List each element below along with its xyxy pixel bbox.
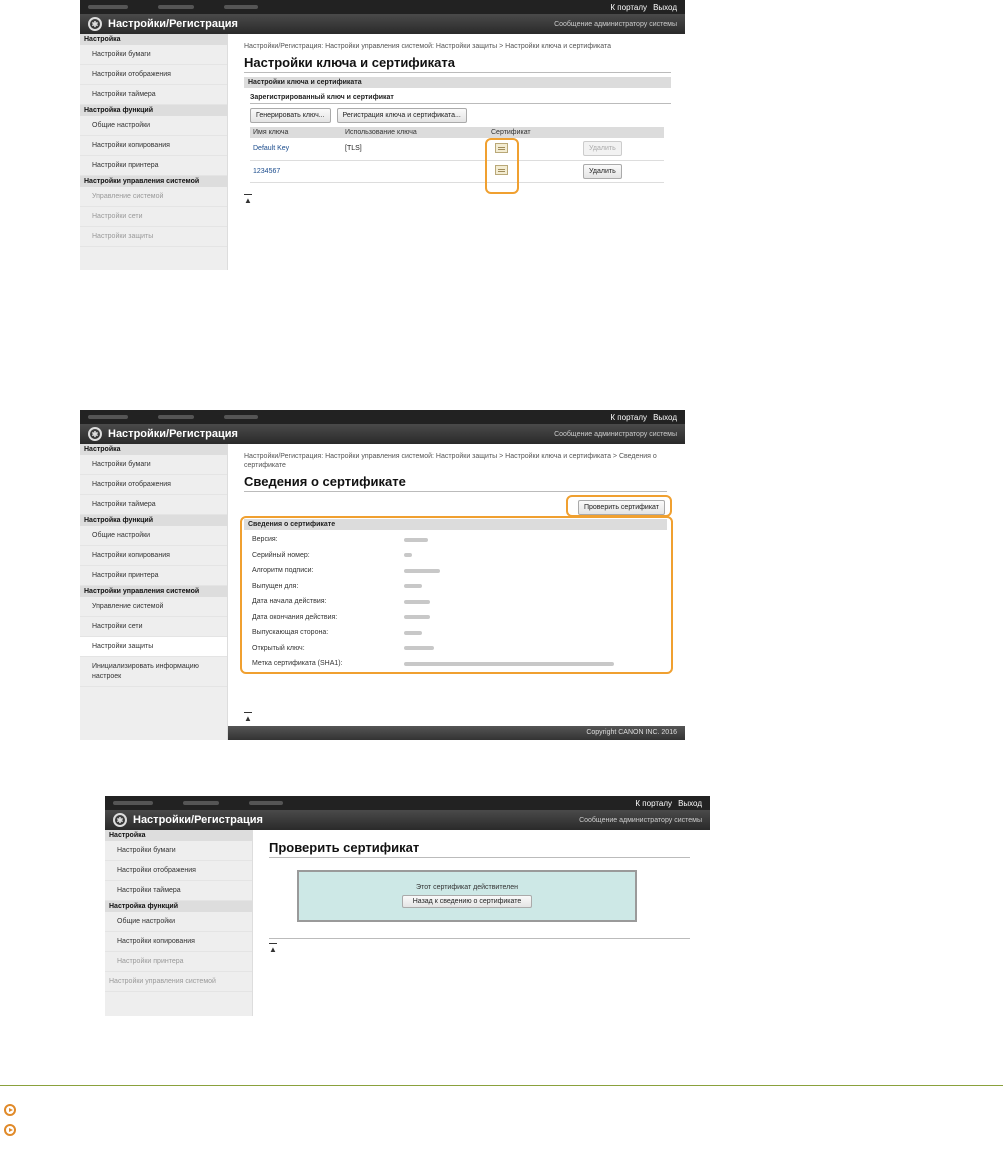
arrow-circle-icon	[4, 1124, 16, 1136]
detail-value-blurred	[404, 615, 430, 619]
device-info-blurred	[88, 5, 258, 9]
app-title: Настройки/Регистрация	[108, 18, 238, 30]
sidebar-item-common[interactable]: Общие настройки	[80, 116, 227, 136]
detail-value-blurred	[404, 631, 422, 635]
sidebar-item-display[interactable]: Настройки отображения	[80, 65, 227, 85]
detail-label: Дата начала действия:	[252, 598, 327, 606]
column-key-usage: Использование ключа	[342, 127, 488, 138]
sidebar-item-common[interactable]: Общие настройки	[80, 526, 227, 546]
sidebar-item-security[interactable]: Настройки защиты	[80, 637, 227, 657]
admin-message-link[interactable]: Сообщение администратору системы	[579, 816, 702, 824]
app-header	[80, 14, 685, 34]
device-info-blurred	[88, 415, 258, 419]
sidebar-section: Настройка функций	[105, 901, 252, 912]
detail-value-blurred	[404, 569, 440, 573]
main-content	[228, 444, 685, 740]
app-header	[80, 424, 685, 444]
logout-link[interactable]: Выход	[653, 412, 677, 422]
related-link-2[interactable]	[4, 1124, 16, 1136]
logout-link[interactable]: Выход	[678, 798, 702, 808]
detail-label: Открытый ключ:	[252, 644, 305, 652]
breadcrumb: Настройки/Регистрация: Настройки управления системой: Настройки защиты > Настройки ключа и сертификата > Сведения о сертификате	[244, 453, 657, 469]
detail-label: Дата окончания действия:	[252, 613, 338, 621]
sidebar-item-display[interactable]: Настройки отображения	[80, 475, 227, 495]
detail-value-blurred	[404, 584, 422, 588]
column-key-name: Имя ключа	[250, 127, 342, 138]
back-to-top-icon[interactable]: ▲	[244, 196, 252, 205]
top-bar	[105, 796, 710, 810]
section-band: Сведения о сертификате	[244, 519, 667, 530]
sidebar-item-copy[interactable]: Настройки копирования	[80, 546, 227, 566]
settings-gear-icon: ✱	[88, 427, 102, 441]
sidebar-section: Настройка	[80, 34, 227, 45]
main-content	[228, 34, 685, 270]
logout-link[interactable]: Выход	[653, 2, 677, 12]
sidebar-item-system[interactable]: Управление системой	[80, 597, 227, 617]
certificate-icon[interactable]	[495, 165, 508, 175]
detail-row	[244, 548, 667, 564]
key-name-link[interactable]: Default Key	[253, 145, 290, 153]
sidebar-item-copy[interactable]: Настройки копирования	[105, 932, 252, 952]
screenshot-verify-certificate	[105, 796, 710, 1016]
sidebar-item-system[interactable]: Управление системой	[80, 187, 227, 207]
sidebar	[80, 444, 228, 740]
detail-row	[244, 610, 667, 626]
sidebar-item-copy[interactable]: Настройки копирования	[80, 136, 227, 156]
back-to-details-button[interactable]: Назад к сведению о сертификате	[402, 895, 533, 908]
detail-label: Выпущен для:	[252, 582, 299, 590]
detail-row	[244, 532, 667, 548]
portal-link[interactable]: К порталу	[635, 798, 673, 808]
verification-message: Этот сертификат действителен	[416, 884, 518, 891]
detail-label: Метка сертификата (SHA1):	[252, 660, 343, 668]
detail-row	[244, 579, 667, 595]
detail-row	[244, 625, 667, 641]
detail-row	[244, 656, 667, 672]
page-title: Проверить сертификат	[269, 840, 690, 858]
certificate-icon[interactable]	[495, 143, 508, 153]
sidebar-section: Настройки управления системой	[80, 586, 227, 597]
detail-label: Версия:	[252, 536, 278, 544]
certificate-details-list	[244, 532, 667, 672]
sidebar-item-timer[interactable]: Настройки таймера	[80, 85, 227, 105]
detail-value-blurred	[404, 553, 412, 557]
app-title: Настройки/Регистрация	[133, 814, 263, 826]
settings-gear-icon: ✱	[113, 813, 127, 827]
sidebar-section: Настройка функций	[80, 515, 227, 526]
column-certificate: Сертификат	[488, 127, 580, 138]
sidebar-item-paper[interactable]: Настройки бумаги	[80, 45, 227, 65]
key-usage	[342, 160, 488, 182]
sidebar-section: Настройка функций	[80, 105, 227, 116]
sidebar-item-security[interactable]: Настройки защиты	[80, 227, 227, 247]
sidebar	[80, 34, 228, 270]
detail-value-blurred	[404, 538, 428, 542]
footer-copyright: Copyright CANON INC. 2016	[228, 726, 685, 740]
screenshot-certificate-details	[80, 410, 685, 740]
key-usage: [TLS]	[342, 138, 488, 160]
key-name-link[interactable]: 1234567	[253, 167, 281, 175]
breadcrumb: Настройки/Регистрация: Настройки управления системой: Настройки защиты > Настройки ключа и сертификата	[244, 43, 611, 50]
detail-label: Алгоритм подписи:	[252, 567, 314, 575]
admin-message-link[interactable]: Сообщение администратору системы	[554, 430, 677, 438]
sidebar-item-network[interactable]: Настройки сети	[80, 617, 227, 637]
detail-label: Выпускающая сторона:	[252, 629, 329, 637]
sidebar	[105, 830, 253, 1016]
sidebar-section: Настройка	[80, 444, 227, 455]
related-link-1[interactable]	[4, 1104, 16, 1116]
detail-row	[244, 563, 667, 579]
portal-link[interactable]: К порталу	[610, 412, 648, 422]
settings-gear-icon: ✱	[88, 17, 102, 31]
sidebar-item-paper[interactable]: Настройки бумаги	[105, 841, 252, 861]
detail-label: Серийный номер:	[252, 551, 310, 559]
sidebar-item-network[interactable]: Настройки сети	[80, 207, 227, 227]
back-to-top-icon[interactable]: ▲	[244, 714, 252, 723]
screenshot-key-settings	[80, 0, 685, 270]
admin-message-link[interactable]: Сообщение администратору системы	[554, 20, 677, 28]
section-divider	[0, 1085, 1003, 1086]
verification-result-box	[297, 870, 637, 922]
divider-line	[269, 938, 690, 939]
table-row	[250, 160, 664, 182]
main-content	[253, 830, 710, 1016]
detail-value-blurred	[404, 662, 614, 666]
back-to-top-icon[interactable]: ▲	[269, 945, 277, 954]
sidebar-item-timer[interactable]: Настройки таймера	[80, 495, 227, 515]
delete-button[interactable]: Удалить	[583, 164, 622, 179]
sidebar-section: Настройки управления системой	[80, 176, 227, 187]
arrow-circle-icon	[4, 1104, 16, 1116]
sidebar-item-common[interactable]: Общие настройки	[105, 912, 252, 932]
sidebar-item-printer[interactable]: Настройки принтера	[105, 952, 252, 972]
sidebar-item-printer[interactable]: Настройки принтера	[80, 566, 227, 586]
register-key-button[interactable]: Регистрация ключа и сертификата...	[337, 108, 467, 123]
section-band: Настройки ключа и сертификата	[244, 77, 671, 88]
page-title: Сведения о сертификате	[244, 474, 667, 492]
portal-link[interactable]: К порталу	[610, 2, 648, 12]
generate-key-button[interactable]: Генерировать ключ...	[250, 108, 331, 123]
device-info-blurred	[113, 801, 283, 805]
sidebar-item-printer[interactable]: Настройки принтера	[80, 156, 227, 176]
sidebar-item-timer[interactable]: Настройки таймера	[105, 881, 252, 901]
verify-certificate-button[interactable]: Проверить сертификат	[578, 500, 665, 515]
registered-keys-heading: Зарегистрированный ключ и сертификат	[250, 94, 671, 104]
column-actions	[580, 127, 664, 138]
detail-value-blurred	[404, 646, 434, 650]
delete-button[interactable]: Удалить	[583, 141, 622, 156]
keys-table	[250, 127, 664, 183]
detail-value-blurred	[404, 600, 430, 604]
top-bar	[80, 0, 685, 14]
sidebar-section: Настройка	[105, 830, 252, 841]
detail-row	[244, 641, 667, 657]
detail-row	[244, 594, 667, 610]
top-bar	[80, 410, 685, 424]
sidebar-item-system-management[interactable]: Настройки управления системой	[105, 972, 252, 992]
table-row	[250, 138, 664, 160]
sidebar-item-initialize[interactable]: Инициализировать информацию настроек	[80, 657, 227, 687]
sidebar-item-paper[interactable]: Настройки бумаги	[80, 455, 227, 475]
app-title: Настройки/Регистрация	[108, 428, 238, 440]
page-title: Настройки ключа и сертификата	[244, 55, 671, 73]
sidebar-item-display[interactable]: Настройки отображения	[105, 861, 252, 881]
app-header	[105, 810, 710, 830]
